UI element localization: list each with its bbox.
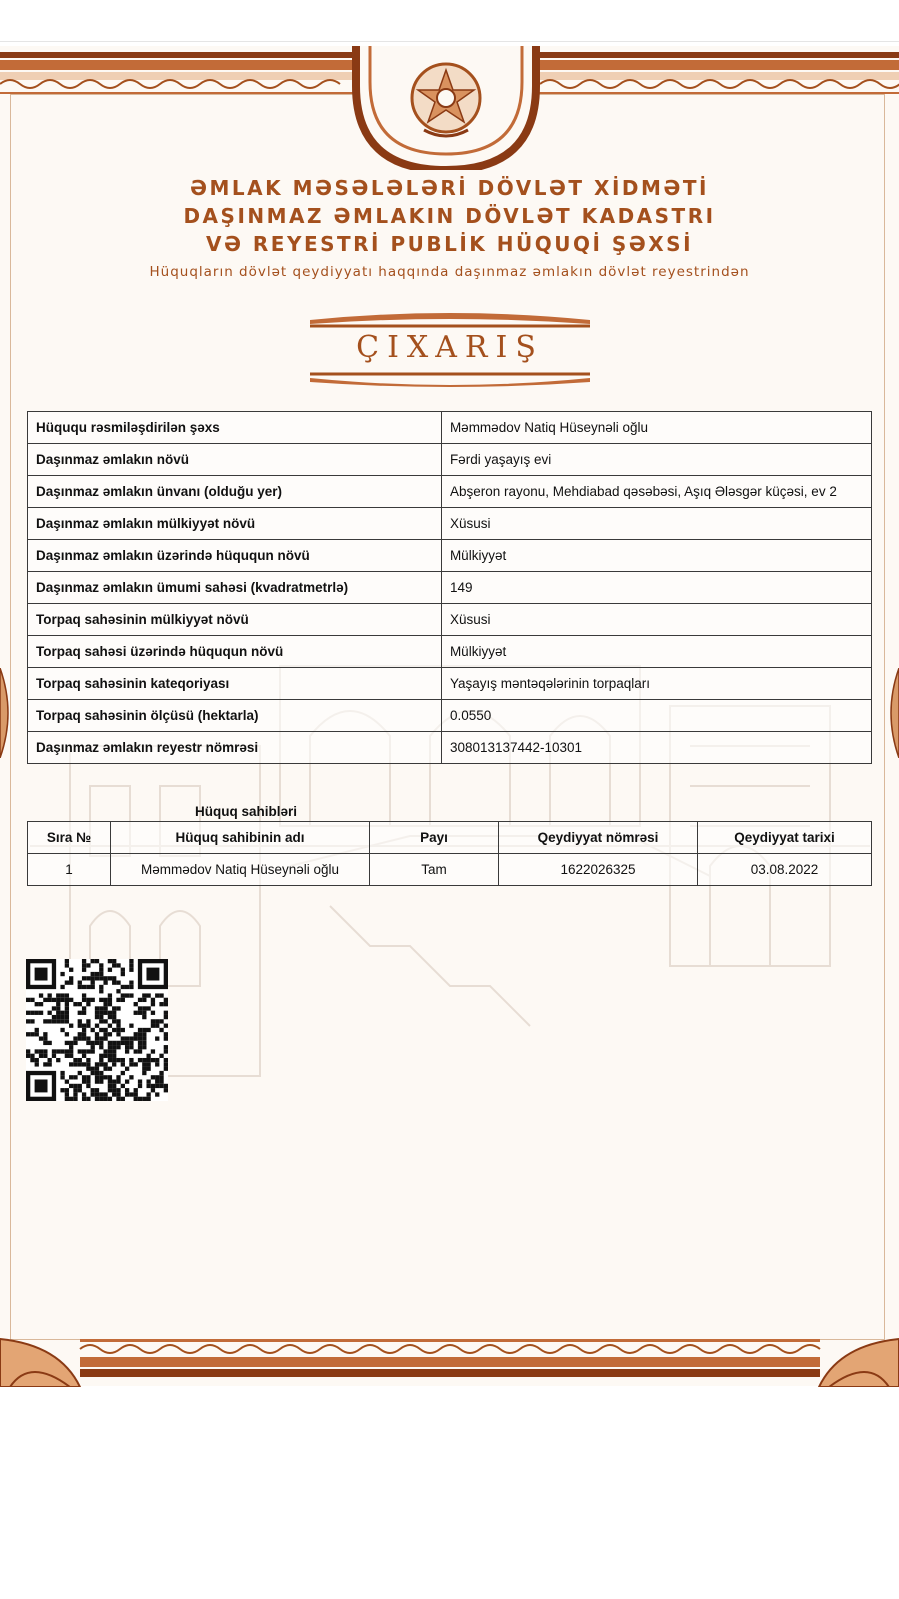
owner-name: Məmmədov Natiq Hüseynəli oğlu: [111, 854, 370, 886]
info-value: 0.0550: [441, 700, 871, 732]
info-value: 149: [441, 572, 871, 604]
info-value: Mülkiyyət: [441, 636, 871, 668]
info-value: Fərdi yaşayış evi: [441, 444, 871, 476]
info-value: Mülkiyyət: [441, 540, 871, 572]
agency-title-line-2: DAŞINMAZ ƏMLAKIN DÖVLƏT KADASTRI: [183, 204, 716, 228]
owners-col-reg-number: Qeydiyyat nömrəsi: [499, 822, 698, 854]
info-label: Daşınmaz əmlakın üzərində hüququn növü: [28, 540, 442, 572]
document-title: ÇIXARIŞ: [356, 330, 544, 365]
info-label: Daşınmaz əmlakın reyestr nömrəsi: [28, 732, 442, 764]
owners-col-share: Payı: [370, 822, 499, 854]
info-label: Torpaq sahəsinin mülkiyyət növü: [28, 604, 442, 636]
owners-col-reg-date: Qeydiyyat tarixi: [698, 822, 872, 854]
table-row: [28, 540, 872, 572]
info-label: Daşınmaz əmlakın ümumi sahəsi (kvadratmetrlə): [28, 572, 442, 604]
screen-divider: [0, 41, 899, 42]
agency-title-line-1: ƏMLAK MƏSƏLƏLƏRİ DÖVLƏT XİDMƏTİ: [190, 176, 709, 200]
table-row: [28, 508, 872, 540]
table-row: [28, 668, 872, 700]
agency-subtitle: Hüquqların dövlət qeydiyyatı haqqında daşınmaz əmlakın dövlət reyestrindən: [149, 264, 750, 280]
owner-reg-date: 03.08.2022: [698, 854, 872, 886]
info-value: Məmmədov Natiq Hüseynəli oğlu: [441, 412, 871, 444]
owners-header-row: [28, 822, 872, 854]
left-side-ornament: [0, 668, 16, 758]
info-value: Xüsusi: [441, 508, 871, 540]
owners-col-number: Sıra №: [28, 822, 111, 854]
qr-code-icon[interactable]: [26, 959, 168, 1101]
info-value: 308013137442-10301: [441, 732, 871, 764]
table-row: [28, 572, 872, 604]
owner-reg-number: 1622026325: [499, 854, 698, 886]
table-row: [28, 854, 872, 886]
owner-share: Tam: [370, 854, 499, 886]
table-row: [28, 732, 872, 764]
info-label: Torpaq sahəsinin ölçüsü (hektarla): [28, 700, 442, 732]
table-row: [28, 412, 872, 444]
owners-table: [27, 821, 872, 886]
info-label: Daşınmaz əmlakın növü: [28, 444, 442, 476]
info-value: Xüsusi: [441, 604, 871, 636]
owners-col-name: Hüquq sahibinin adı: [111, 822, 370, 854]
owner-number: 1: [28, 854, 111, 886]
info-label: Daşınmaz əmlakın ünvanı (olduğu yer): [28, 476, 442, 508]
table-row: [28, 604, 872, 636]
right-side-ornament: [883, 668, 899, 758]
property-info-table: [27, 411, 872, 764]
table-row: [28, 444, 872, 476]
info-label: Hüququ rəsmiləşdirilən şəxs: [28, 412, 442, 444]
info-label: Torpaq sahəsi üzərində hüququn növü: [28, 636, 442, 668]
table-row: [28, 636, 872, 668]
agency-title-line-3: VƏ REYESTRİ PUBLİK HÜQUQİ ŞƏXSİ: [205, 232, 694, 256]
state-emblem-icon: [352, 46, 540, 170]
table-row: [28, 700, 872, 732]
info-value: Abşeron rayonu, Mehdiabad qəsəbəsi, Aşıq Ələsgər küçəsi, ev 2: [441, 476, 871, 508]
info-value: Yaşayış məntəqələrinin torpaqları: [441, 668, 871, 700]
table-row: [28, 476, 872, 508]
bottom-ornamental-border: [0, 1335, 899, 1387]
info-label: Torpaq sahəsinin kateqoriyası: [28, 668, 442, 700]
info-label: Daşınmaz əmlakın mülkiyyət növü: [28, 508, 442, 540]
document-title-block: [310, 310, 590, 390]
owners-section-title: Hüquq sahibləri: [195, 804, 298, 819]
